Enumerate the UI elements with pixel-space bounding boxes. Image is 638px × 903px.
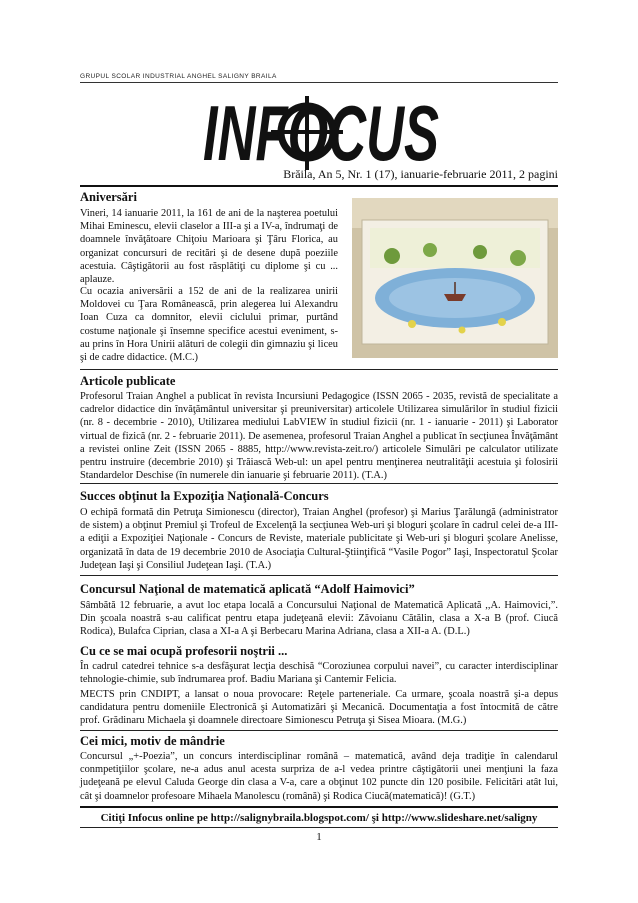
children-drawing-photo <box>352 198 558 358</box>
section-divider-2 <box>80 483 558 484</box>
logo-text: INFOCUS <box>203 89 439 174</box>
section-divider-3 <box>80 575 558 576</box>
succes-paragraph: O echipă formată din Petruţa Simionescu (director), Traian Anghel (profesor) şi Marius Ţarălungă (administrator de sistem) a obţinut Premiul şi Trofeul de Excelenţă la secţiunea Web-uri şi bloguri şcolare în cadrul celei de-a III-a ediţii a Expoziţiei Naţionale - Concurs de Reviste, materiale publicitate şi Web-uri şi bloguri şcolare Anelisse, organizată în data de 19 decembrie 2010 de Asociaţia Cultural-Ştiinţifică “Vasile Pogor” Iaşi, Inspectoratul Şcolar Judeţean Iaşi şi Consiliul Judeţean Iaşi. (T.A.) <box>80 507 558 571</box>
footer-links: Citiţi Infocus online pe http://salignybraila.blogspot.com/ şi http://www.slideshare.net/saligny <box>100 812 538 824</box>
mici-paragraph: Concursul „+-Poezia”, un concurs interdisciplinar română – matematică, având deja tradiţie în calendarul conmpetiţiilor şcolare, ne-a adus anul acesta surpriza de a-l vedea printre câştigătorii unei menţiuni la faza judeţeană pe elevul Caluda George din clasa a V-a, care a obţinut 102 puncte din 120 posibile. Felicitări atât lui, cât şi doamnelor profesoare Mihaela Manolescu (română) şi Rodica Ciucă(matematică)! (G.T.) <box>80 751 558 802</box>
footer-rule-bottom <box>80 827 558 828</box>
section-divider-1 <box>80 369 558 370</box>
section-title-ocupa: Cu ce se mai ocupă profesorii noştrii ... <box>80 644 288 658</box>
section-title-concurs: Concursul Naţional de matematică aplicată “Adolf Haimovici” <box>80 582 415 596</box>
aniversari-paragraph-1: Vineri, 14 ianuarie 2011, la 161 de ani de la naşterea poetului Mihai Eminescu, elevii claselor a III-a şi a IV-a, îndrumaţi de doamnele învăţătoare Chiţoiu Marioara şi Ţâru Florica, au organizat concursuri de recitări şi de desene după poeziile acestuia. Câştigătorii au fost răsplătiţi cu diplome şi cu ... aplauze. <box>80 208 338 286</box>
section-title-succes: Succes obţinut la Expoziţia Naţională-Concurs <box>80 489 329 503</box>
infocus-logo <box>203 86 439 174</box>
header-divider <box>80 82 558 83</box>
section-title-mici: Cei mici, motiv de mândrie <box>80 734 225 748</box>
issue-line: Brăila, An 5, Nr. 1 (17), ianuarie-februarie 2011, 2 pagini <box>283 167 558 181</box>
ocupa-paragraph-2: MECTS prin CNDIPT, a lansat o noua provocare: Reţele parteneriale. Ca urmare, şcoala noastră şi-a depus candidatura pentru domeniile Electronică şi Automatizări şi Mecanică. Documentaţia a fost întocmită de către prof. Grădinaru Michaela şi doamnele directoare Simionescu Petruţa şi Sisea Mioara. (M.G.) <box>80 689 558 727</box>
footer-rule <box>80 806 558 808</box>
section-divider-4 <box>80 730 558 731</box>
school-name: GRUPUL SCOLAR INDUSTRIAL ANGHEL SALIGNY BRAILA <box>80 73 277 80</box>
page-number: 1 <box>316 831 322 843</box>
ocupa-paragraph-1: În cadrul catedrei tehnice s-a desfăşurat lecţia deschisă “Coroziunea corpului navei”, cu caracter interdisciplinar tehnologie-chimie, sub îndrumarea prof. Badiu Mariana şi Cantemir Felicia. <box>80 661 558 686</box>
concurs-paragraph: Sâmbătă 12 februarie, a avut loc etapa locală a Concursului Naţional de Matematică Aplicată ,,A. Haimovici,”. Din şcoala noastră s-au calificat pentru etapa judeţeană elevii: Zăvoianu Cătălin, clasa a X-a B (prof. Ciucă Rodica), Bulafca Ciprian, clasa a XI-a A şi Berbecaru Marina Adriana, clasa a XII-a A. (D.L.) <box>80 600 558 638</box>
articole-paragraph: Profesorul Traian Anghel a publicat în revista Incursiuni Pedagogice (ISSN 2065 - 2035, revistă de specialitate a cadrelor didactice din învăţământul universitar şi preuniversitar) articolele Utilizarea simulărilor în studiul fizicii (nr. 8 - decembrie - 2010), Utilizarea mediului LabVIEW în studiul fizicii (nr. 1 - ianuarie - 2011) şi Laborator virtual de fizică (nr. 2 - februarie 2011). De asemenea, profesorul Traian Anghel a publicat în secţiunea Învăţământ a revistei online Zeit (ISSN 2065 - 8885, http://www.revista-zeit.ro/) articolele Simulări pe calculator utilizate pentru instruire (decembrie 2010) şi Trăiască Web-ul: un apel pentru menţinerea neutralităţii acestuia şi folosirii Standardelor Deschise (în numerele din ianuarie şi februarie 2011). (T.A.) <box>80 391 558 482</box>
section-title-aniversari: Aniversări <box>80 190 137 204</box>
section-title-articole: Articole publicate <box>80 374 176 388</box>
header-rule <box>80 185 558 187</box>
aniversari-paragraph-2: Cu ocazia aniversării a 152 de ani de la realizarea unirii Moldovei cu Ţara Românească, prin alegerea lui Alexandru Ioan Cuza ca domnitor, elevii ciclului primar, purtând costume naţionale şi însemne specifice acestui eveniment, s-au prins în Hora Unirii alături de colegii din gimnaziu şi liceu şi de cadre didactice. (M.C.) <box>80 286 338 364</box>
